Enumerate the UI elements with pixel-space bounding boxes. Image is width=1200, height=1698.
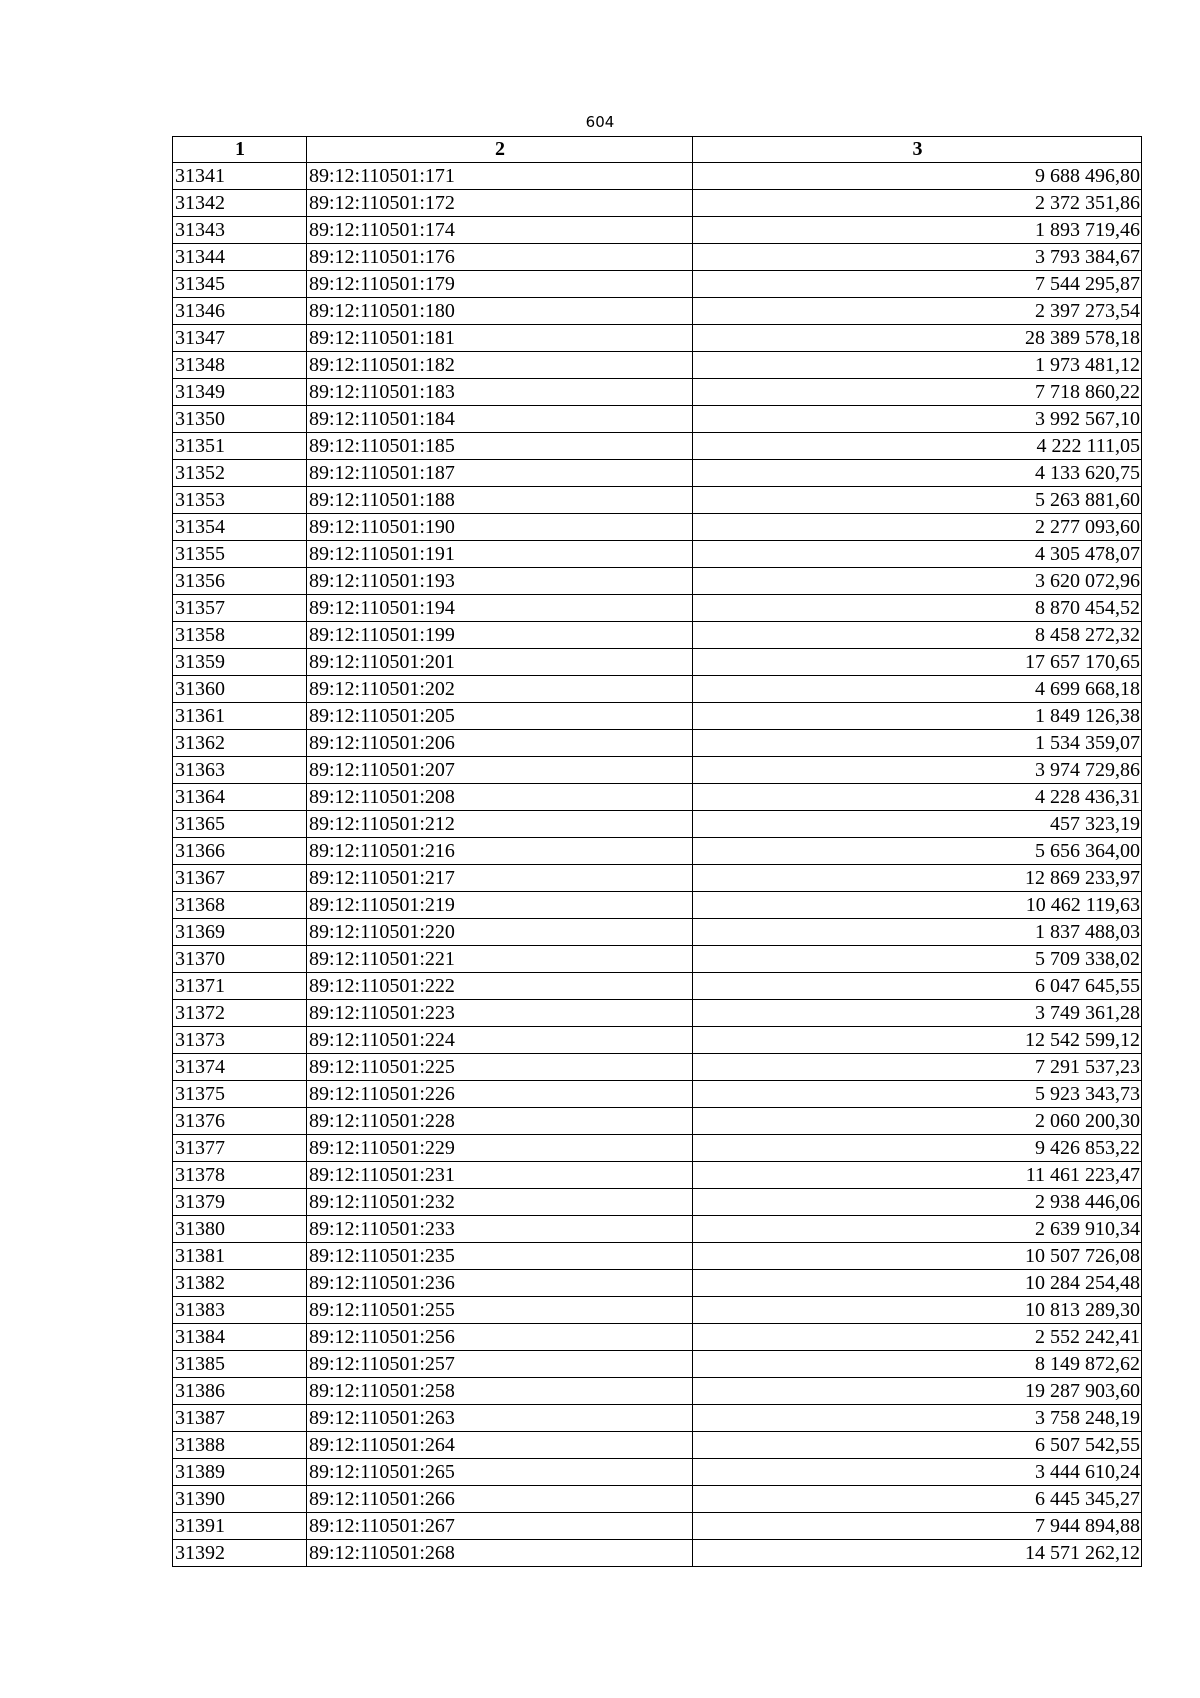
table-row (173, 298, 1142, 325)
cadastral-number: 89:12:110501:187 (307, 460, 693, 487)
row-number: 31372 (173, 1000, 307, 1027)
table-row (173, 514, 1142, 541)
table-row (173, 973, 1142, 1000)
cadastral-value: 5 923 343,73 (693, 1081, 1142, 1108)
cadastral-number: 89:12:110501:233 (307, 1216, 693, 1243)
cadastral-number: 89:12:110501:226 (307, 1081, 693, 1108)
row-number: 31387 (173, 1405, 307, 1432)
cadastral-value: 2 277 093,60 (693, 514, 1142, 541)
table-row (173, 676, 1142, 703)
cadastral-value: 3 793 384,67 (693, 244, 1142, 271)
cadastral-number: 89:12:110501:236 (307, 1270, 693, 1297)
table-row (173, 190, 1142, 217)
table-row (173, 622, 1142, 649)
table-row (173, 352, 1142, 379)
row-number: 31349 (173, 379, 307, 406)
cadastral-value: 10 462 119,63 (693, 892, 1142, 919)
cadastral-value: 1 893 719,46 (693, 217, 1142, 244)
row-number: 31392 (173, 1540, 307, 1567)
cadastral-value: 5 263 881,60 (693, 487, 1142, 514)
cadastral-value: 3 992 567,10 (693, 406, 1142, 433)
cadastral-value: 5 656 364,00 (693, 838, 1142, 865)
cadastral-value: 7 944 894,88 (693, 1513, 1142, 1540)
cadastral-value: 3 620 072,96 (693, 568, 1142, 595)
table-row (173, 217, 1142, 244)
cadastral-number: 89:12:110501:217 (307, 865, 693, 892)
cadastral-number: 89:12:110501:257 (307, 1351, 693, 1378)
row-number: 31368 (173, 892, 307, 919)
row-number: 31375 (173, 1081, 307, 1108)
row-number: 31373 (173, 1027, 307, 1054)
row-number: 31391 (173, 1513, 307, 1540)
row-number: 31358 (173, 622, 307, 649)
cadastral-value: 9 688 496,80 (693, 163, 1142, 190)
row-number: 31357 (173, 595, 307, 622)
table-row (173, 1189, 1142, 1216)
cadastral-value: 2 639 910,34 (693, 1216, 1142, 1243)
header-row (173, 137, 1142, 163)
table-row (173, 865, 1142, 892)
table-row (173, 433, 1142, 460)
row-number: 31383 (173, 1297, 307, 1324)
row-number: 31382 (173, 1270, 307, 1297)
row-number: 31377 (173, 1135, 307, 1162)
table-row (173, 163, 1142, 190)
row-number: 31367 (173, 865, 307, 892)
cadastral-number: 89:12:110501:225 (307, 1054, 693, 1081)
cadastral-number: 89:12:110501:181 (307, 325, 693, 352)
cadastral-value: 4 222 111,05 (693, 433, 1142, 460)
table-row (173, 1459, 1142, 1486)
cadastral-number: 89:12:110501:221 (307, 946, 693, 973)
cadastral-number: 89:12:110501:194 (307, 595, 693, 622)
cadastral-value: 12 542 599,12 (693, 1027, 1142, 1054)
cadastral-value: 3 758 248,19 (693, 1405, 1142, 1432)
cadastral-number: 89:12:110501:267 (307, 1513, 693, 1540)
cadastral-number: 89:12:110501:201 (307, 649, 693, 676)
cadastral-number: 89:12:110501:256 (307, 1324, 693, 1351)
cadastral-number: 89:12:110501:268 (307, 1540, 693, 1567)
table-row (173, 325, 1142, 352)
cadastral-number: 89:12:110501:179 (307, 271, 693, 298)
table-header (173, 137, 1142, 163)
cadastral-number: 89:12:110501:184 (307, 406, 693, 433)
cadastral-value: 3 974 729,86 (693, 757, 1142, 784)
row-number: 31364 (173, 784, 307, 811)
cadastral-number: 89:12:110501:232 (307, 1189, 693, 1216)
row-number: 31385 (173, 1351, 307, 1378)
cadastral-value: 10 507 726,08 (693, 1243, 1142, 1270)
table-row (173, 595, 1142, 622)
cadastral-number: 89:12:110501:222 (307, 973, 693, 1000)
table-row (173, 649, 1142, 676)
row-number: 31345 (173, 271, 307, 298)
row-number: 31371 (173, 973, 307, 1000)
table-row (173, 1027, 1142, 1054)
cadastral-number: 89:12:110501:208 (307, 784, 693, 811)
table-row (173, 1270, 1142, 1297)
cadastral-number: 89:12:110501:199 (307, 622, 693, 649)
cadastral-number: 89:12:110501:176 (307, 244, 693, 271)
table-row (173, 568, 1142, 595)
row-number: 31352 (173, 460, 307, 487)
row-number: 31369 (173, 919, 307, 946)
cadastral-number: 89:12:110501:202 (307, 676, 693, 703)
cadastral-value: 14 571 262,12 (693, 1540, 1142, 1567)
row-number: 31374 (173, 1054, 307, 1081)
cadastral-number: 89:12:110501:191 (307, 541, 693, 568)
cadastral-value: 4 133 620,75 (693, 460, 1142, 487)
table-row (173, 1135, 1142, 1162)
table-row (173, 838, 1142, 865)
cadastral-value: 457 323,19 (693, 811, 1142, 838)
cadastral-value: 1 973 481,12 (693, 352, 1142, 379)
row-number: 31384 (173, 1324, 307, 1351)
cadastral-number: 89:12:110501:174 (307, 217, 693, 244)
table-row (173, 946, 1142, 973)
cadastral-number: 89:12:110501:228 (307, 1108, 693, 1135)
cadastral-number: 89:12:110501:205 (307, 703, 693, 730)
row-number: 31390 (173, 1486, 307, 1513)
table-row (173, 1162, 1142, 1189)
cadastral-number: 89:12:110501:185 (307, 433, 693, 460)
cadastral-number: 89:12:110501:229 (307, 1135, 693, 1162)
cadastral-value: 7 718 860,22 (693, 379, 1142, 406)
cadastral-value: 3 749 361,28 (693, 1000, 1142, 1027)
cadastral-value: 2 938 446,06 (693, 1189, 1142, 1216)
cadastral-value: 8 149 872,62 (693, 1351, 1142, 1378)
table-row (173, 1324, 1142, 1351)
table-row (173, 1432, 1142, 1459)
cadastral-number: 89:12:110501:207 (307, 757, 693, 784)
table-row (173, 1108, 1142, 1135)
cadastral-number: 89:12:110501:182 (307, 352, 693, 379)
cadastral-number: 89:12:110501:206 (307, 730, 693, 757)
table-row (173, 271, 1142, 298)
row-number: 31363 (173, 757, 307, 784)
table-row (173, 244, 1142, 271)
table-row (173, 406, 1142, 433)
cadastral-value: 7 544 295,87 (693, 271, 1142, 298)
cadastral-number: 89:12:110501:216 (307, 838, 693, 865)
cadastral-value: 2 060 200,30 (693, 1108, 1142, 1135)
row-number: 31344 (173, 244, 307, 271)
cadastral-value: 11 461 223,47 (693, 1162, 1142, 1189)
cadastral-number: 89:12:110501:171 (307, 163, 693, 190)
table-row (173, 1486, 1142, 1513)
cadastral-number: 89:12:110501:231 (307, 1162, 693, 1189)
row-number: 31381 (173, 1243, 307, 1270)
row-number: 31389 (173, 1459, 307, 1486)
row-number: 31386 (173, 1378, 307, 1405)
cadastral-number: 89:12:110501:180 (307, 298, 693, 325)
row-number: 31356 (173, 568, 307, 595)
cadastral-value: 10 284 254,48 (693, 1270, 1142, 1297)
cadastral-number: 89:12:110501:219 (307, 892, 693, 919)
table-row (173, 1216, 1142, 1243)
cadastral-value: 5 709 338,02 (693, 946, 1142, 973)
table-row (173, 919, 1142, 946)
row-number: 31351 (173, 433, 307, 460)
cadastral-value: 2 372 351,86 (693, 190, 1142, 217)
row-number: 31378 (173, 1162, 307, 1189)
cadastral-number: 89:12:110501:183 (307, 379, 693, 406)
row-number: 31341 (173, 163, 307, 190)
row-number: 31342 (173, 190, 307, 217)
page-number: 604 (585, 113, 615, 131)
cadastral-number: 89:12:110501:265 (307, 1459, 693, 1486)
row-number: 31346 (173, 298, 307, 325)
cadastral-number: 89:12:110501:193 (307, 568, 693, 595)
table-row (173, 892, 1142, 919)
cadastral-value: 9 426 853,22 (693, 1135, 1142, 1162)
cadastral-number: 89:12:110501:220 (307, 919, 693, 946)
cadastral-number: 89:12:110501:224 (307, 1027, 693, 1054)
cadastral-value: 2 397 273,54 (693, 298, 1142, 325)
row-number: 31343 (173, 217, 307, 244)
cadastral-value: 19 287 903,60 (693, 1378, 1142, 1405)
cadastral-number: 89:12:110501:258 (307, 1378, 693, 1405)
cadastral-number: 89:12:110501:235 (307, 1243, 693, 1270)
table-row (173, 1378, 1142, 1405)
table-row (173, 1513, 1142, 1540)
table-row (173, 460, 1142, 487)
table-row (173, 487, 1142, 514)
table-body (173, 163, 1142, 1567)
table-row (173, 811, 1142, 838)
table-row (173, 541, 1142, 568)
cadastral-value: 12 869 233,97 (693, 865, 1142, 892)
cadastral-value: 1 534 359,07 (693, 730, 1142, 757)
cadastral-value: 8 870 454,52 (693, 595, 1142, 622)
row-number: 31362 (173, 730, 307, 757)
row-number: 31380 (173, 1216, 307, 1243)
table-row (173, 1054, 1142, 1081)
cadastral-number: 89:12:110501:264 (307, 1432, 693, 1459)
table-row (173, 379, 1142, 406)
cadastral-value: 4 699 668,18 (693, 676, 1142, 703)
table-row (173, 1081, 1142, 1108)
row-number: 31347 (173, 325, 307, 352)
cadastral-value: 17 657 170,65 (693, 649, 1142, 676)
column-header-2: 2 (307, 137, 693, 163)
cadastral-number: 89:12:110501:255 (307, 1297, 693, 1324)
cadastral-value: 6 507 542,55 (693, 1432, 1142, 1459)
cadastral-number: 89:12:110501:188 (307, 487, 693, 514)
cadastral-value: 6 445 345,27 (693, 1486, 1142, 1513)
table-row (173, 1540, 1142, 1567)
row-number: 31354 (173, 514, 307, 541)
cadastral-number: 89:12:110501:212 (307, 811, 693, 838)
cadastral-value: 8 458 272,32 (693, 622, 1142, 649)
row-number: 31355 (173, 541, 307, 568)
table-row (173, 757, 1142, 784)
table-row (173, 1000, 1142, 1027)
row-number: 31361 (173, 703, 307, 730)
cadastral-number: 89:12:110501:190 (307, 514, 693, 541)
table-row (173, 730, 1142, 757)
table-row (173, 1405, 1142, 1432)
cadastral-value: 1 849 126,38 (693, 703, 1142, 730)
cadastral-number: 89:12:110501:266 (307, 1486, 693, 1513)
cadastral-value: 10 813 289,30 (693, 1297, 1142, 1324)
cadastral-value: 1 837 488,03 (693, 919, 1142, 946)
row-number: 31379 (173, 1189, 307, 1216)
cadastral-value: 3 444 610,24 (693, 1459, 1142, 1486)
row-number: 31359 (173, 649, 307, 676)
column-header-1: 1 (173, 137, 307, 163)
table-row (173, 1243, 1142, 1270)
table-row (173, 1297, 1142, 1324)
row-number: 31388 (173, 1432, 307, 1459)
column-header-3: 3 (693, 137, 1142, 163)
row-number: 31353 (173, 487, 307, 514)
table-row (173, 703, 1142, 730)
row-number: 31360 (173, 676, 307, 703)
cadastral-value: 4 228 436,31 (693, 784, 1142, 811)
cadastral-number: 89:12:110501:172 (307, 190, 693, 217)
cadastral-value: 28 389 578,18 (693, 325, 1142, 352)
cadastral-value: 6 047 645,55 (693, 973, 1142, 1000)
cadastral-number: 89:12:110501:223 (307, 1000, 693, 1027)
table-row (173, 784, 1142, 811)
row-number: 31365 (173, 811, 307, 838)
row-number: 31348 (173, 352, 307, 379)
cadastral-value: 2 552 242,41 (693, 1324, 1142, 1351)
cadastral-number: 89:12:110501:263 (307, 1405, 693, 1432)
table-row (173, 1351, 1142, 1378)
row-number: 31376 (173, 1108, 307, 1135)
cadastral-value: 7 291 537,23 (693, 1054, 1142, 1081)
row-number: 31370 (173, 946, 307, 973)
row-number: 31350 (173, 406, 307, 433)
cadastral-value: 4 305 478,07 (693, 541, 1142, 568)
cadastral-value-table (172, 136, 1142, 1567)
row-number: 31366 (173, 838, 307, 865)
